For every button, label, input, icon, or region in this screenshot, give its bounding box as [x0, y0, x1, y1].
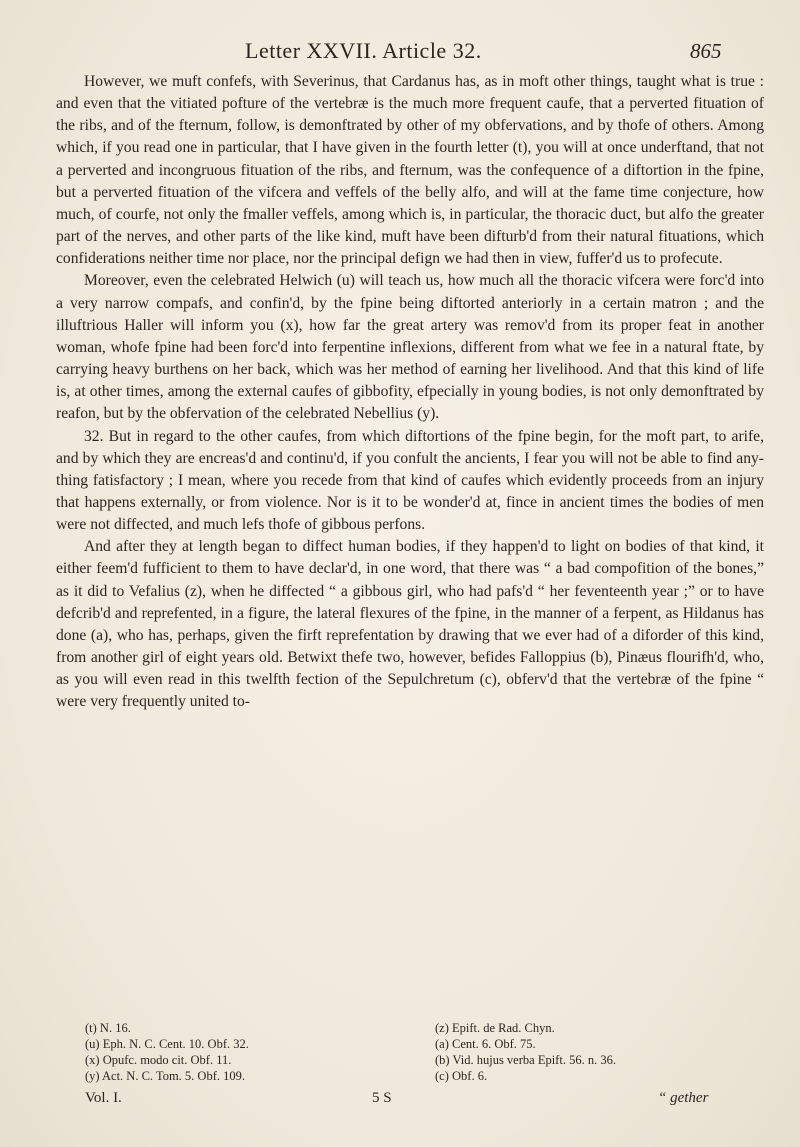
page-header — [0, 38, 800, 68]
footnote: (y) Act. N. C. Tom. 5. Obf. 109. — [85, 1069, 245, 1083]
footnote: (a) Cent. 6. Obf. 75. — [435, 1037, 536, 1051]
footnote: (z) Epift. de Rad. Chyn. — [435, 1021, 555, 1035]
volume-label: Vol. I. — [85, 1090, 122, 1106]
footnote: (c) Obf. 6. — [435, 1069, 488, 1083]
footnote: (t) N. 16. — [85, 1021, 131, 1035]
footnote: (x) Opufc. modo cit. Obf. 11. — [85, 1053, 232, 1067]
footnotes-right-column — [415, 1020, 765, 1084]
catchword: “ gether — [658, 1090, 709, 1106]
signature-mark: 5 S — [372, 1090, 392, 1106]
page-number: 865 — [690, 39, 722, 63]
footnotes — [85, 1020, 765, 1084]
paragraph: 32. But in regard to the other caufes, from which diftortions of the fpine begin, for the moft part, to arife, and by which they are encreas'd and continu'd, if you confult the ancients, I fear you will not be able to find any-thing fatisfactory ; I mean, where you recede from that kind of caufes which evidently proceeds from an injury that happens externally, or from violence. Nor is it to be wonder'd at, fince in ancient times the bodies of men were not diffected, and much lefs thofe of gibbous perfons. — [56, 427, 764, 534]
paragraph: However, we muft confefs, with Severinus, that Cardanus has, as in moft other things, taught what is true : and even that the vitiated pofture of the vertebræ is the much more frequent caufe, that a perverted fituation of the ribs, and of the fternum, follow, is demonftrated by other of my obfervations, and by thofe of others. Among which, if you read one in particular, that I have given in the fourth letter (t), you will at once underftand, that not a perverted and incongruous fituation of the ribs, and fternum, was the confequence of a diftortion in the fpine, but a perverted fituation of the vifcera and veffels of the belly alfo, and will at the fame time conjecture, how much, of courfe, not only the fmaller veffels, among which is, in particular, the thoracic duct, but alfo the greater part of the nerves, and other parts of the like kind, muft have been difturb'd from their natural fituations, which confiderations neither time nor place, nor the principal defign we had then in view, fuffer'd us to profecute. — [56, 73, 764, 268]
paragraph: Moreover, even the celebrated Helwich (u) will teach us, how much all the thoracic vifcera were forc'd into a very narrow compafs, and confin'd, by the fpine being diftorted anteriorly in a certain matron ; and the illuftrious Haller will inform you (x), how far the great artery was remov'd from its proper feat in another woman, whofe fpine had been forc'd into ferpentine inflexions, different from what we fee in a natural ftate, by carrying heavy burthens on her back, which was her method of earning her livelihood. And that this kind of life is, at other times, among the external caufes of gibbofity, efpecially in young bodies, is not only demonftrated by reafon, but by the obfervation of the celebrated Nebellius (y). — [56, 272, 764, 423]
footnotes-left-column — [85, 1020, 415, 1084]
footnote: (u) Eph. N. C. Cent. 10. Obf. 32. — [85, 1037, 249, 1051]
footnote: (b) Vid. hujus verba Epift. 56. n. 36. — [435, 1053, 616, 1067]
body-text — [56, 71, 764, 714]
page-footer — [0, 1090, 800, 1112]
paragraph: And after they at length began to diffect human bodies, if they happen'd to light on bodies of that kind, it either feem'd fufficient to them to have declar'd, in one word, that there was “ a bad compofition of the bones,” as it did to Vefalius (z), when he diffected “ a gibbous girl, who had pafs'd “ her feventeenth year ;” or to have defcrib'd and reprefented, in a figure, the lateral flexures of the fpine, in the manner of a ferpent, as Hildanus has done (a), who has, perhaps, given the firft reprefentation by drawing that we ever had of a diforder of this kind, from another girl of eight years old. Betwixt thefe two, however, befides Falloppius (b), Pinæus flourifh'd, who, as you will even read in this twelfth fection of the Sepulchretum (c), obferv'd that the vertebræ of the fpine “ were very frequently united to- — [56, 538, 764, 711]
running-head: Letter XXVII. Article 32. — [245, 38, 482, 63]
